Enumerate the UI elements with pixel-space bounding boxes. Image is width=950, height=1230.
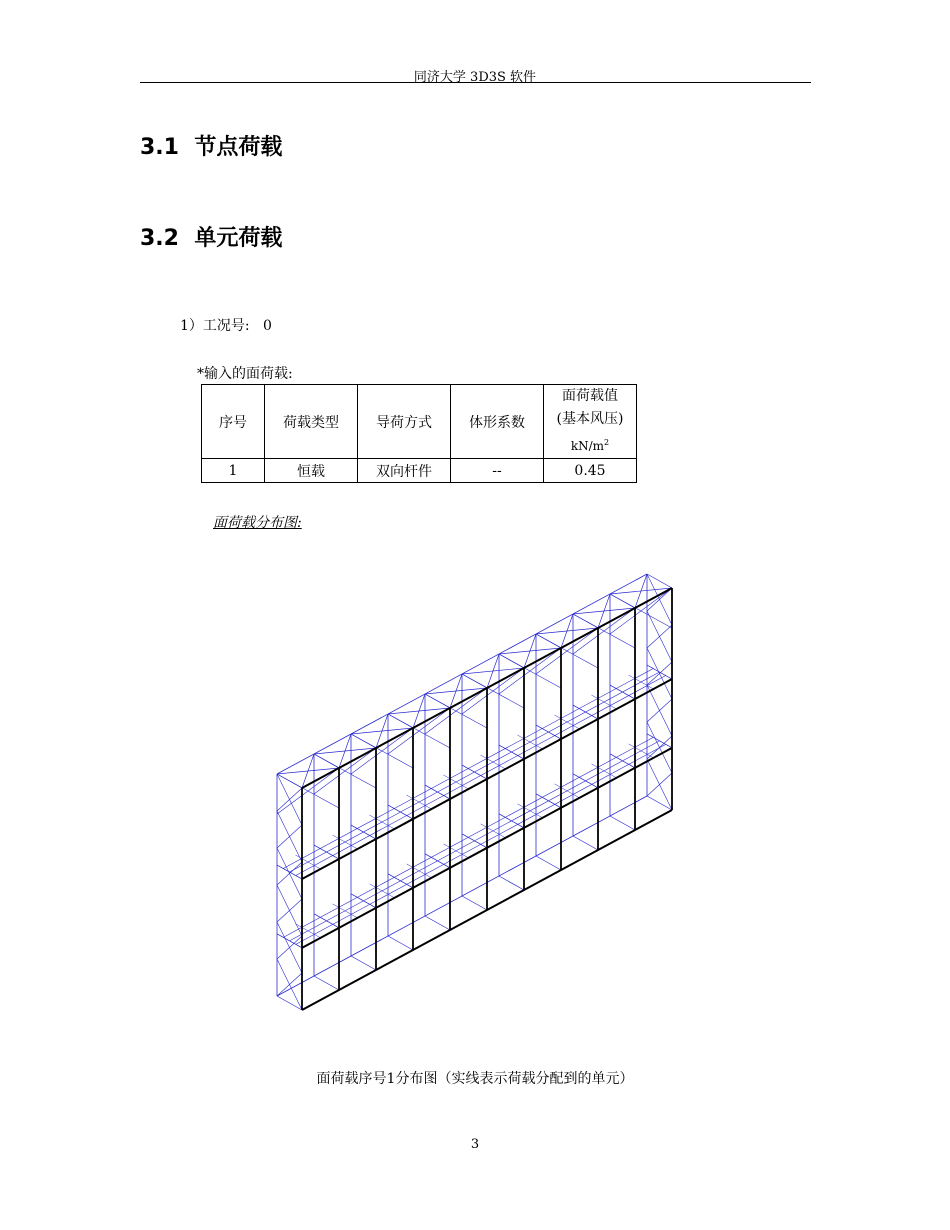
distribution-title: 面荷载分布图:: [213, 515, 302, 531]
load-case-label: 1）工况号:: [180, 318, 250, 334]
section-heading-nodal-load: [140, 130, 282, 161]
mesh-side-brace: [647, 611, 672, 662]
mesh-connector: [499, 654, 524, 668]
mesh-connector: [462, 674, 487, 688]
header-shape-coefficient: 体形系数: [451, 385, 544, 459]
mesh-connector: [314, 754, 339, 768]
mesh-connector: [351, 956, 376, 970]
mesh-diagonal: [462, 668, 524, 714]
mesh-diagonal: [425, 688, 487, 734]
mesh-connector: [425, 694, 450, 708]
cell-index: 1: [202, 459, 265, 483]
header-index: 序号: [202, 385, 265, 459]
header-divider: [140, 82, 811, 83]
mesh-connector: [425, 916, 450, 930]
mesh-connector: [610, 816, 635, 830]
mesh-side-brace: [647, 685, 672, 736]
cell-load-value: 0.45: [544, 459, 637, 483]
mesh-diagonal: [610, 588, 672, 634]
mesh-diagonal: [351, 728, 413, 774]
section-title: 节点荷载: [194, 135, 283, 160]
cell-load-type: 恒载: [265, 459, 358, 483]
page-number: 3: [470, 1137, 480, 1152]
cell-shape-coefficient: --: [451, 459, 544, 483]
surface-load-distribution-figure: [260, 560, 690, 1050]
mesh-diagonal: [573, 608, 635, 654]
mesh-connector: [388, 936, 413, 950]
load-case-line: [180, 315, 272, 335]
mesh-diagonal: [499, 648, 561, 694]
header-load-value-line1: 面荷载值: [562, 388, 618, 404]
section-number: 3.2: [140, 226, 179, 251]
table-caption: *输入的面荷载:: [197, 366, 293, 382]
header-transfer-mode: 导荷方式: [358, 385, 451, 459]
figure-caption: 面荷载序号1分布图（实线表示荷载分配到的单元）: [316, 1071, 634, 1087]
mesh-side-brace: [647, 759, 672, 810]
unit-superscript: 2: [604, 438, 610, 447]
mesh-diagonal: [277, 768, 339, 814]
mesh-connector: [462, 896, 487, 910]
mesh-side-brace: [277, 885, 302, 936]
mesh-connector: [314, 976, 339, 990]
mesh-lines: [277, 574, 672, 1010]
mesh-connector: [351, 734, 376, 748]
mesh-diagonal: [314, 748, 376, 794]
unit-base: kN/m: [570, 439, 605, 453]
section-number: 3.1: [140, 135, 179, 160]
section-heading-element-load: [140, 221, 282, 252]
mesh-diagonal: [536, 628, 598, 674]
mesh-side-brace: [277, 848, 302, 899]
header-load-value: [544, 385, 637, 459]
mesh-side-brace: [277, 774, 302, 825]
mesh-diagonal: [388, 708, 450, 754]
mesh-side-brace: [647, 722, 672, 773]
mesh-connector: [536, 856, 561, 870]
solid-element-lines: [302, 588, 672, 1010]
table-row: [202, 459, 637, 483]
mesh-side-brace: [277, 811, 302, 862]
mesh-connector: [610, 594, 635, 608]
mesh-connector: [536, 634, 561, 648]
mesh-connector: [573, 614, 598, 628]
section-title: 单元荷载: [194, 226, 283, 251]
mesh-connector: [573, 836, 598, 850]
cell-transfer-mode: 双向杆件: [358, 459, 451, 483]
page-header-title: 同济大学 3D3S 软件: [413, 70, 537, 85]
load-case-value: 0: [262, 318, 272, 334]
mesh-connector: [388, 714, 413, 728]
header-load-type: 荷载类型: [265, 385, 358, 459]
table-header-row: [202, 385, 637, 459]
surface-load-table: [201, 384, 637, 483]
mesh-side-brace: [277, 922, 302, 973]
header-load-value-line2: (基本风压): [556, 411, 624, 427]
header-load-value-unit: [544, 431, 636, 458]
mesh-connector: [499, 876, 524, 890]
